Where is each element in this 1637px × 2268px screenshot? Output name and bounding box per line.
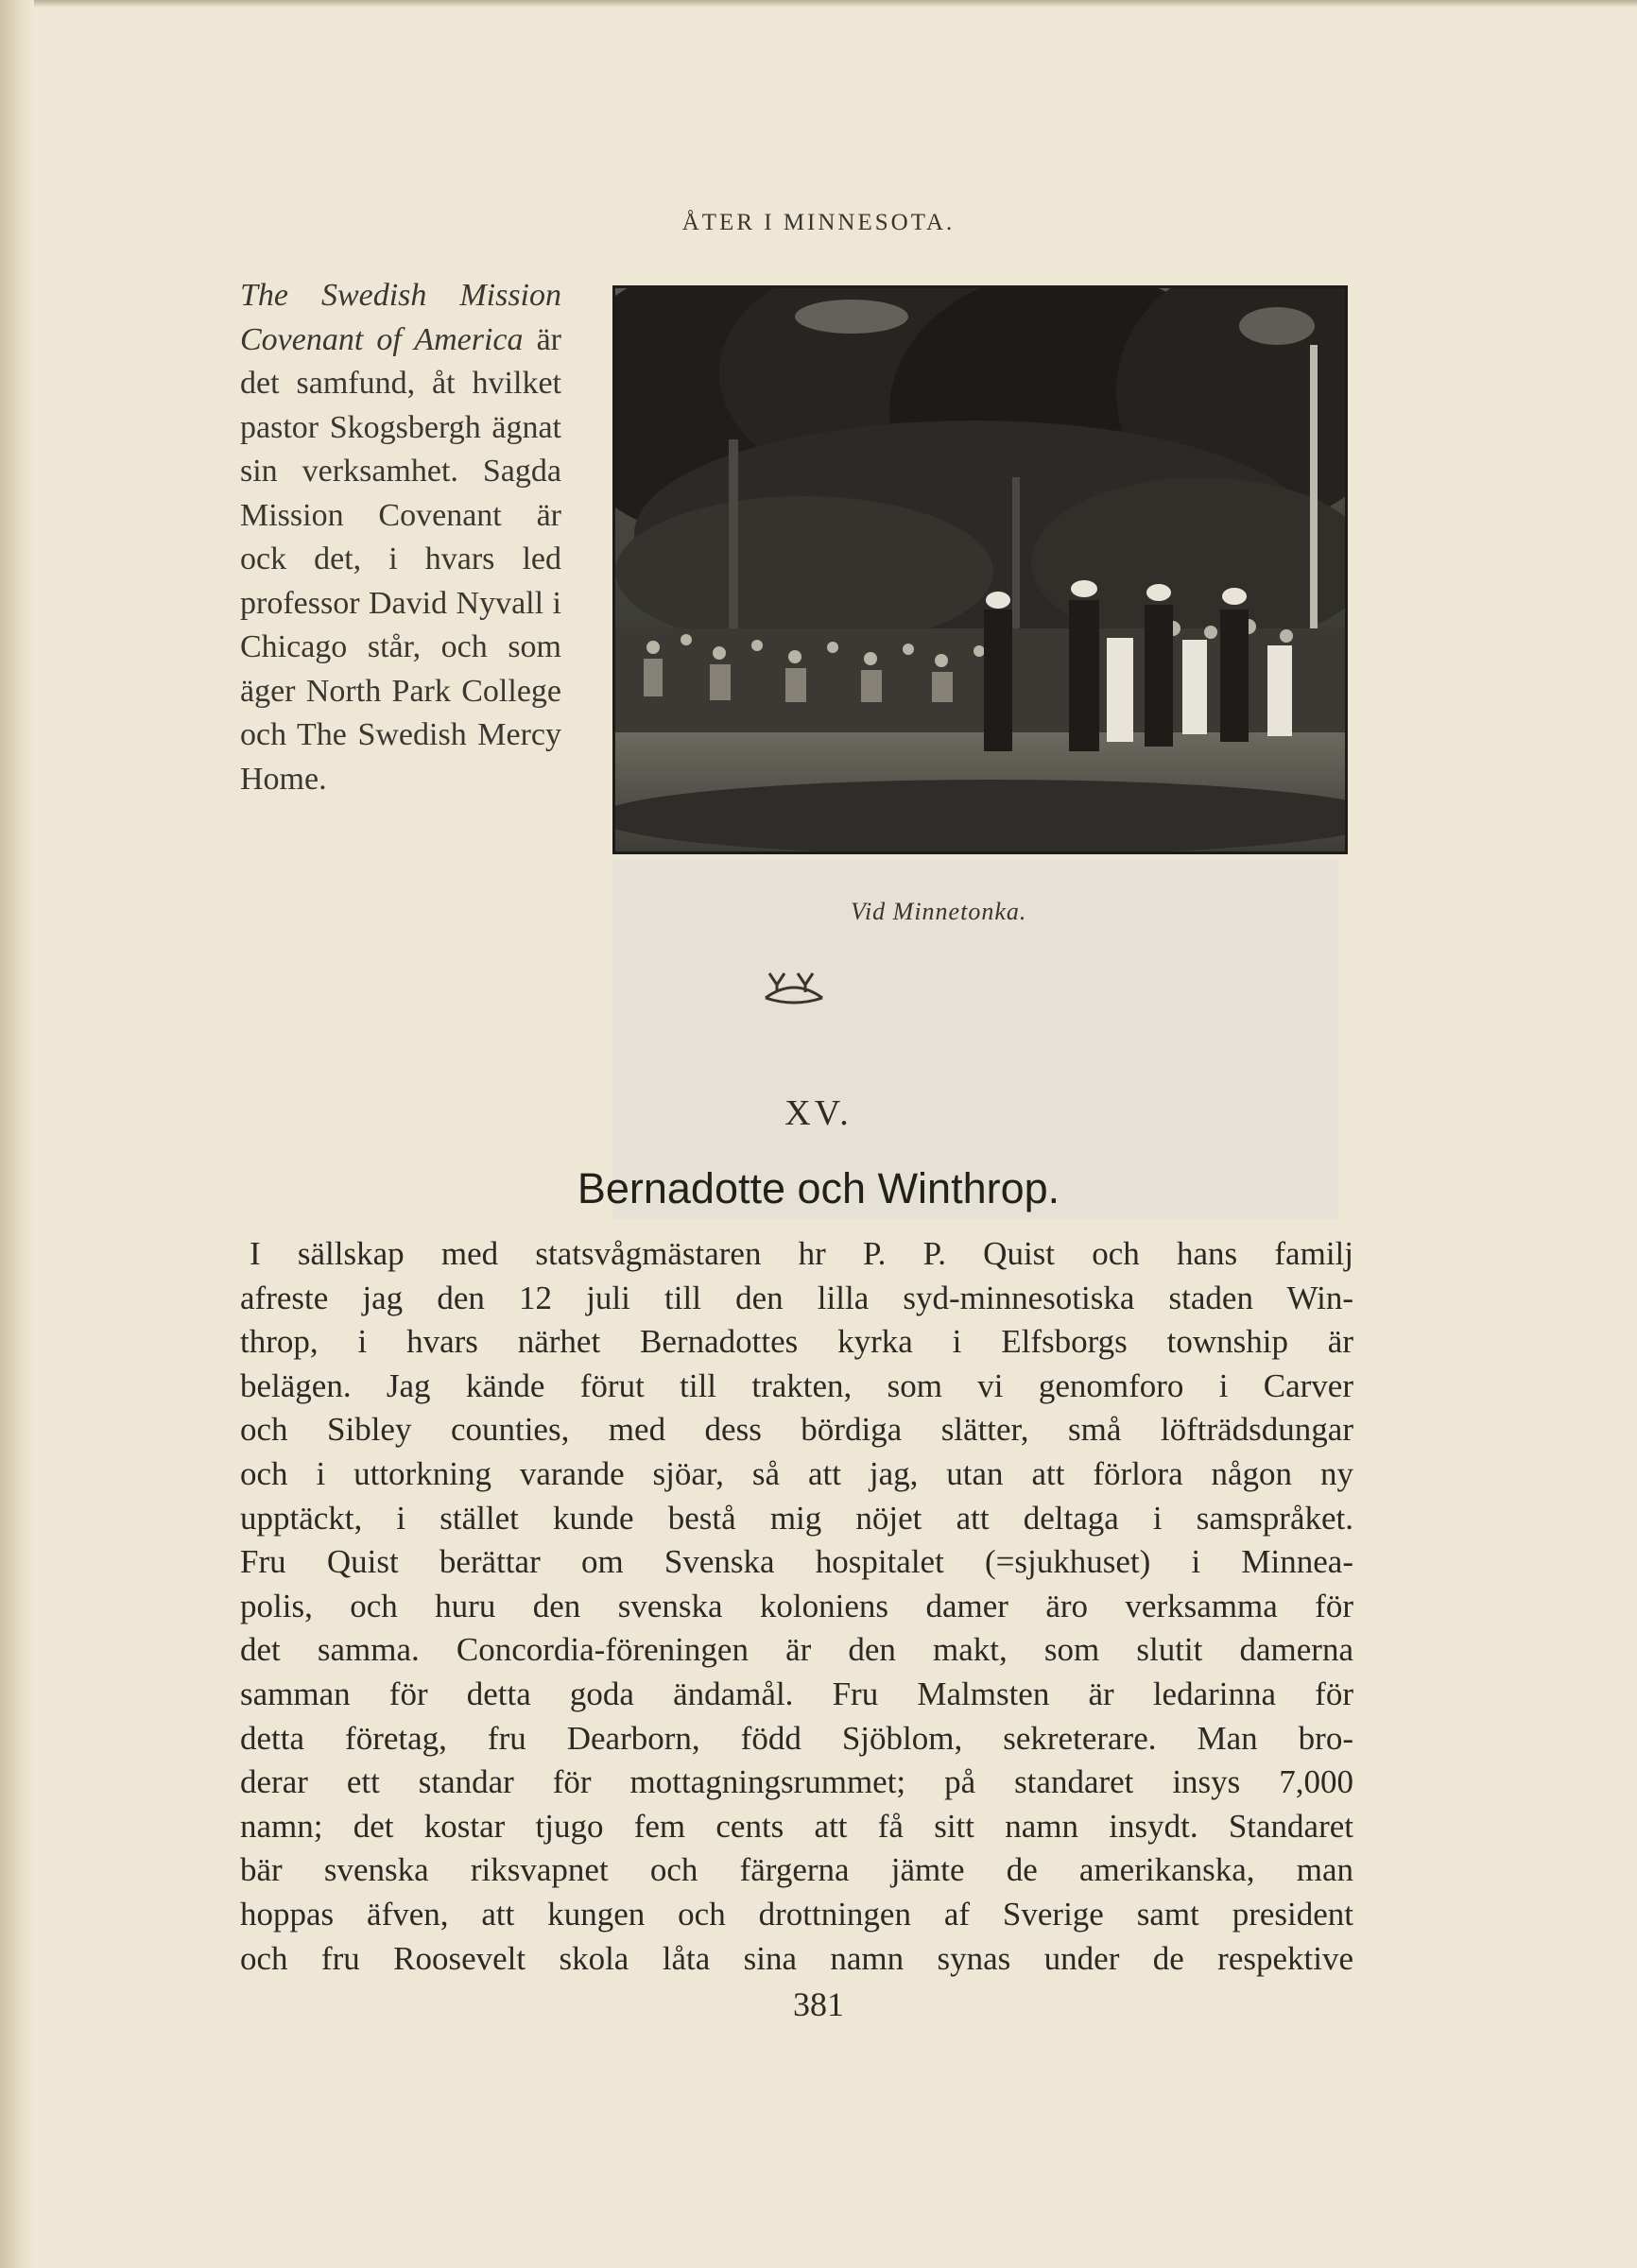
- body-line: afreste jag den 12 juli till den lilla syd-minnesotiska staden Win-: [240, 1279, 1353, 1316]
- body-line: polis, och huru den svenska koloniens damer äro verksamma för: [240, 1587, 1353, 1624]
- chapter-number: XV.: [784, 1093, 853, 1133]
- page-edge-left: [0, 0, 34, 2268]
- body-line: det samma. Concordia-föreningen är den makt, som slutit damerna: [240, 1631, 1353, 1669]
- chapter-title: Bernadotte och Winthrop.: [577, 1164, 1060, 1212]
- body-line: belägen. Jag kände förut till trakten, som vi genomforo i Carver: [240, 1366, 1353, 1404]
- photo-illustration: [615, 288, 1345, 851]
- sidebar-italic: The Swedish Mission Covenant of America: [240, 278, 561, 357]
- body-line: derar ett standar för mottagningsrummet; på standaret insys 7,000: [240, 1763, 1353, 1801]
- body-line: I sällskap med statsvågmästaren hr P. P. Quist och hans familj: [250, 1235, 1353, 1272]
- body-line: detta företag, fru Dearborn, född Sjöblom, sekreterare. Man bro-: [240, 1719, 1353, 1757]
- ornament-icon: [756, 964, 832, 1011]
- body-line: throp, i hvars närhet Bernadottes kyrka i Elfsborgs township är: [240, 1323, 1353, 1361]
- body-line: Fru Quist berättar om Svenska hospitalet (=sjukhuset) i Minnea-: [240, 1543, 1353, 1581]
- body-line: hoppas äfven, att kungen och drottningen af Sverige samt president: [240, 1895, 1353, 1933]
- body-line: upptäckt, i stället kunde bestå mig nöjet att deltaga i samspråket.: [240, 1499, 1353, 1537]
- sidebar-text: är det samfund, åt hvilket pastor Skogsbergh ägnat sin verksamhet. Sagda Mission Covenant är ock det, i hvars led professor David Nyvall i Chicago står, och som äger North Park College och The Swedish Mercy Home.: [240, 321, 561, 797]
- page-edge-top: [0, 0, 1637, 8]
- body-line: och fru Roosevelt skola låta sina namn synas under de respektive: [240, 1939, 1353, 1977]
- body-line: och Sibley counties, med dess bördiga slätter, små löfträdsdungar: [240, 1411, 1353, 1449]
- body-line: bär svenska riksvapnet och färgerna jämte de amerikanska, man: [240, 1851, 1353, 1889]
- figure-caption: Vid Minnetonka.: [851, 898, 1027, 925]
- body-line: namn; det kostar tjugo fem cents att få sitt namn insydt. Standaret: [240, 1807, 1353, 1845]
- body-text: [240, 1232, 1353, 1981]
- page-number: 381: [793, 1985, 844, 2023]
- body-line: och i uttorkning varande sjöar, så att jag, utan att förlora någon ny: [240, 1454, 1353, 1492]
- photograph-people-in-park: [612, 285, 1348, 854]
- sidebar-note: [240, 274, 561, 801]
- body-line: samman för detta goda ändamål. Fru Malmsten är ledarinna för: [240, 1675, 1353, 1712]
- running-head: ÅTER I MINNESOTA.: [681, 210, 956, 235]
